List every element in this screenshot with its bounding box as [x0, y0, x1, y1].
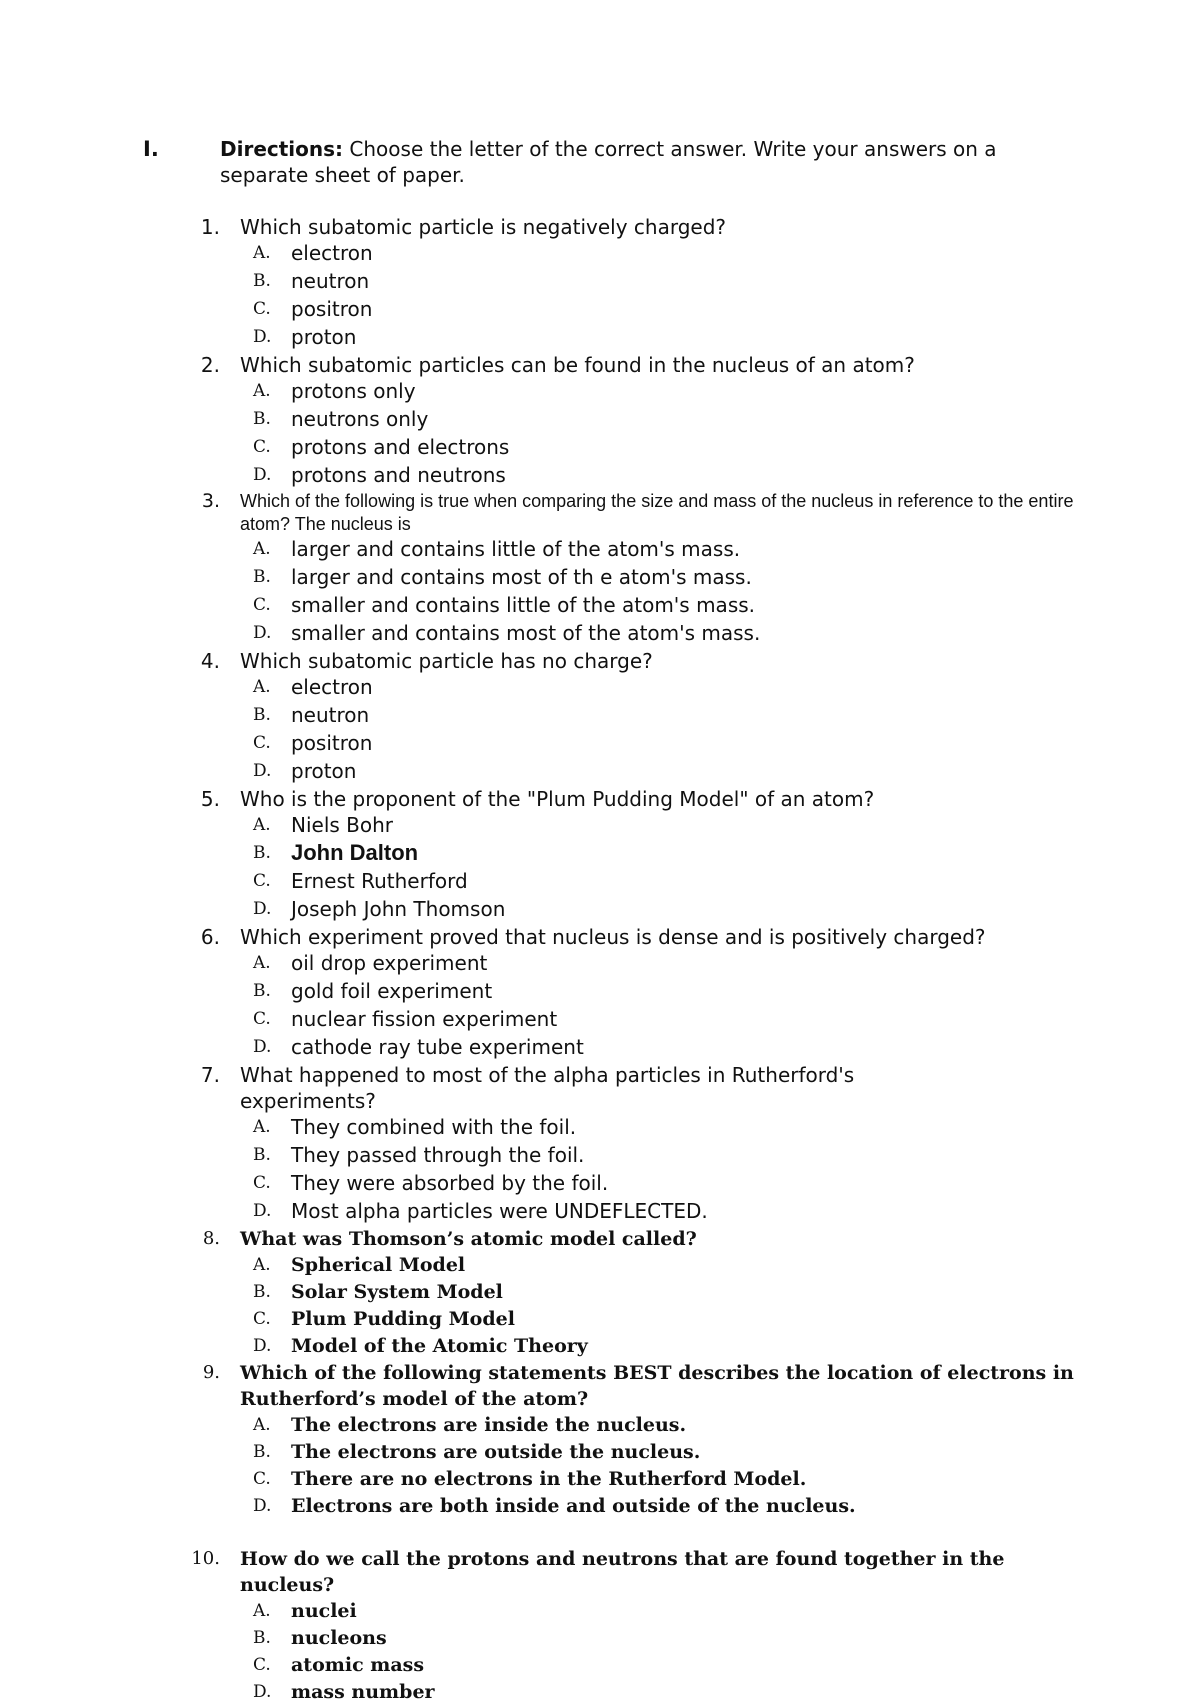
option-text: Model of the Atomic Theory [291, 1335, 588, 1357]
option-list [0, 1114, 1200, 1226]
option-letter: D. [253, 1336, 272, 1356]
option-text: protons only [291, 379, 416, 403]
option-b [0, 268, 1200, 296]
question-text: Which subatomic particle has no charge? [240, 649, 653, 673]
option-text: neutron [291, 269, 370, 293]
question-number: 6. [200, 925, 220, 949]
option-d [0, 1034, 1200, 1062]
option-text: larger and contains most of th e atom's mass. [291, 565, 752, 589]
option-letter: B. [253, 1442, 271, 1462]
option-a [0, 1252, 1200, 1279]
question-text: How do we call the protons and neutrons that are found together in the nucleus? [240, 1548, 1005, 1596]
option-text: smaller and contains most of the atom's mass. [291, 621, 761, 645]
option-text: nucleons [291, 1627, 387, 1649]
option-list [0, 536, 1200, 648]
option-text: The electrons are outside the nucleus. [291, 1441, 701, 1463]
option-d [0, 1333, 1200, 1360]
option-text: protons and neutrons [291, 463, 506, 487]
question-10 [0, 1546, 1200, 1706]
option-letter: D. [253, 623, 272, 643]
question-number: 10. [191, 1548, 220, 1569]
option-b [0, 1625, 1200, 1652]
option-a [0, 1412, 1200, 1439]
option-text: Solar System Model [291, 1281, 503, 1303]
option-text: positron [291, 731, 373, 755]
option-text: proton [291, 325, 357, 349]
question-number: 1. [200, 215, 220, 239]
option-text: larger and contains little of the atom's mass. [291, 537, 741, 561]
option-text: atomic mass [291, 1654, 425, 1676]
option-d [0, 758, 1200, 786]
question-text: Which of the following statements BEST describes the location of electrons in Rutherford’s model of the atom? [240, 1362, 1074, 1410]
option-text: electron [291, 675, 373, 699]
option-text: Spherical Model [291, 1254, 466, 1276]
option-a [0, 1598, 1200, 1625]
question-number: 9. [202, 1362, 220, 1383]
option-letter: D. [253, 1037, 272, 1057]
option-b [0, 406, 1200, 434]
option-letter: A. [253, 1415, 271, 1435]
option-a [0, 536, 1200, 564]
option-c [0, 1306, 1200, 1333]
question-8 [0, 1226, 1200, 1360]
question-3 [0, 490, 1200, 648]
option-letter: D. [253, 761, 272, 781]
option-text: mass number [291, 1681, 435, 1703]
question-text: Which of the following is true when comparing the size and mass of the nucleus in reference to the entire atom? The nucleus is [240, 491, 1074, 534]
option-list [0, 378, 1200, 490]
question-7 [0, 1062, 1200, 1226]
option-c [0, 296, 1200, 324]
question-text: Which subatomic particle is negatively charged? [240, 215, 727, 239]
spacer [0, 1520, 1200, 1546]
option-letter: A. [253, 953, 271, 973]
option-d [0, 324, 1200, 352]
option-letter: D. [253, 899, 272, 919]
option-list [0, 674, 1200, 786]
option-letter: D. [253, 1682, 272, 1702]
option-list [0, 1252, 1200, 1360]
option-text: Ernest Rutherford [291, 869, 468, 893]
option-list [0, 1412, 1200, 1520]
option-list [0, 812, 1200, 924]
option-d [0, 1493, 1200, 1520]
option-letter: C. [253, 595, 271, 615]
option-letter: A. [253, 815, 271, 835]
question-text: What was Thomson’s atomic model called? [240, 1228, 697, 1250]
option-text: electron [291, 241, 373, 265]
question-list [0, 214, 1200, 1706]
question-text: Which subatomic particles can be found in the nucleus of an atom? [240, 353, 915, 377]
option-text: nuclear fission experiment [291, 1007, 558, 1031]
option-text: Joseph John Thomson [291, 897, 506, 921]
option-text: Plum Pudding Model [291, 1308, 515, 1330]
option-text: smaller and contains little of the atom's mass. [291, 593, 756, 617]
option-text: oil drop experiment [291, 951, 488, 975]
option-letter: C. [253, 1309, 271, 1329]
option-letter: A. [253, 677, 271, 697]
question-6 [0, 924, 1200, 1062]
option-letter: B. [253, 843, 271, 863]
option-letter: B. [253, 409, 271, 429]
option-letter: C. [253, 1469, 271, 1489]
option-letter: B. [253, 1145, 271, 1165]
option-letter: B. [253, 271, 271, 291]
question-number: 5. [200, 787, 220, 811]
directions-text: Choose the letter of the correct answer. Write your answers on a separate sheet of paper. [220, 137, 997, 187]
option-text: nuclei [291, 1600, 357, 1622]
option-text: John Dalton [291, 840, 419, 865]
option-a [0, 1114, 1200, 1142]
question-4 [0, 648, 1200, 786]
option-c [0, 1170, 1200, 1198]
question-number: 2. [200, 353, 220, 377]
option-a [0, 812, 1200, 840]
option-c [0, 730, 1200, 758]
option-letter: A. [253, 1117, 271, 1137]
question-number: 4. [200, 649, 220, 673]
option-d [0, 620, 1200, 648]
option-b [0, 1279, 1200, 1306]
option-d [0, 896, 1200, 924]
option-text: Most alpha particles were UNDEFLECTED. [291, 1199, 708, 1223]
option-letter: D. [253, 1201, 272, 1221]
option-c [0, 1652, 1200, 1679]
option-letter: C. [253, 1009, 271, 1029]
option-letter: C. [253, 299, 271, 319]
option-letter: D. [253, 327, 272, 347]
option-c [0, 434, 1200, 462]
option-a [0, 378, 1200, 406]
option-letter: C. [253, 437, 271, 457]
option-text: The electrons are inside the nucleus. [291, 1414, 687, 1436]
option-letter: C. [253, 1173, 271, 1193]
option-b [0, 564, 1200, 592]
option-b [0, 1439, 1200, 1466]
question-text: Which experiment proved that nucleus is dense and is positively charged? [240, 925, 986, 949]
option-text: gold foil experiment [291, 979, 493, 1003]
option-list [0, 950, 1200, 1062]
option-text: positron [291, 297, 373, 321]
option-d [0, 462, 1200, 490]
option-text: They combined with the foil. [291, 1115, 577, 1139]
option-b [0, 840, 1200, 868]
directions [220, 136, 1080, 188]
option-letter: D. [253, 465, 272, 485]
option-letter: B. [253, 567, 271, 587]
option-text: They were absorbed by the foil. [291, 1171, 609, 1195]
option-letter: B. [253, 1628, 271, 1648]
option-text: Niels Bohr [291, 813, 394, 837]
option-text: neutrons only [291, 407, 429, 431]
option-letter: B. [253, 1282, 271, 1302]
option-b [0, 702, 1200, 730]
option-letter: A. [253, 1601, 271, 1621]
option-d [0, 1198, 1200, 1226]
option-a [0, 674, 1200, 702]
option-text: Electrons are both inside and outside of the nucleus. [291, 1495, 856, 1517]
option-letter: C. [253, 733, 271, 753]
option-a [0, 950, 1200, 978]
option-list [0, 1598, 1200, 1706]
option-text: They passed through the foil. [291, 1143, 585, 1167]
question-number: 7. [200, 1063, 220, 1087]
section-numeral: I. [143, 137, 159, 161]
question-2 [0, 352, 1200, 490]
question-text: What happened to most of the alpha particles in Rutherford's experiments? [240, 1063, 855, 1113]
option-letter: D. [253, 1496, 272, 1516]
question-5 [0, 786, 1200, 924]
option-list [0, 240, 1200, 352]
question-1 [0, 214, 1200, 352]
question-number: 3. [201, 490, 220, 512]
option-d [0, 1679, 1200, 1706]
option-letter: C. [253, 1655, 271, 1675]
option-letter: A. [253, 539, 271, 559]
option-letter: B. [253, 705, 271, 725]
option-text: neutron [291, 703, 370, 727]
option-b [0, 978, 1200, 1006]
option-c [0, 592, 1200, 620]
option-letter: A. [253, 243, 271, 263]
option-letter: A. [253, 1255, 271, 1275]
directions-lead: Directions: [220, 137, 344, 161]
option-text: cathode ray tube experiment [291, 1035, 584, 1059]
option-text: proton [291, 759, 357, 783]
option-text: There are no electrons in the Rutherford Model. [291, 1468, 807, 1490]
option-letter: A. [253, 381, 271, 401]
question-text: Who is the proponent of the "Plum Pudding Model" of an atom? [240, 787, 875, 811]
question-number: 8. [202, 1228, 220, 1249]
option-letter: C. [253, 871, 271, 891]
question-9 [0, 1360, 1200, 1520]
option-a [0, 240, 1200, 268]
option-text: protons and electrons [291, 435, 510, 459]
option-letter: B. [253, 981, 271, 1001]
option-c [0, 1466, 1200, 1493]
option-c [0, 1006, 1200, 1034]
option-c [0, 868, 1200, 896]
option-b [0, 1142, 1200, 1170]
